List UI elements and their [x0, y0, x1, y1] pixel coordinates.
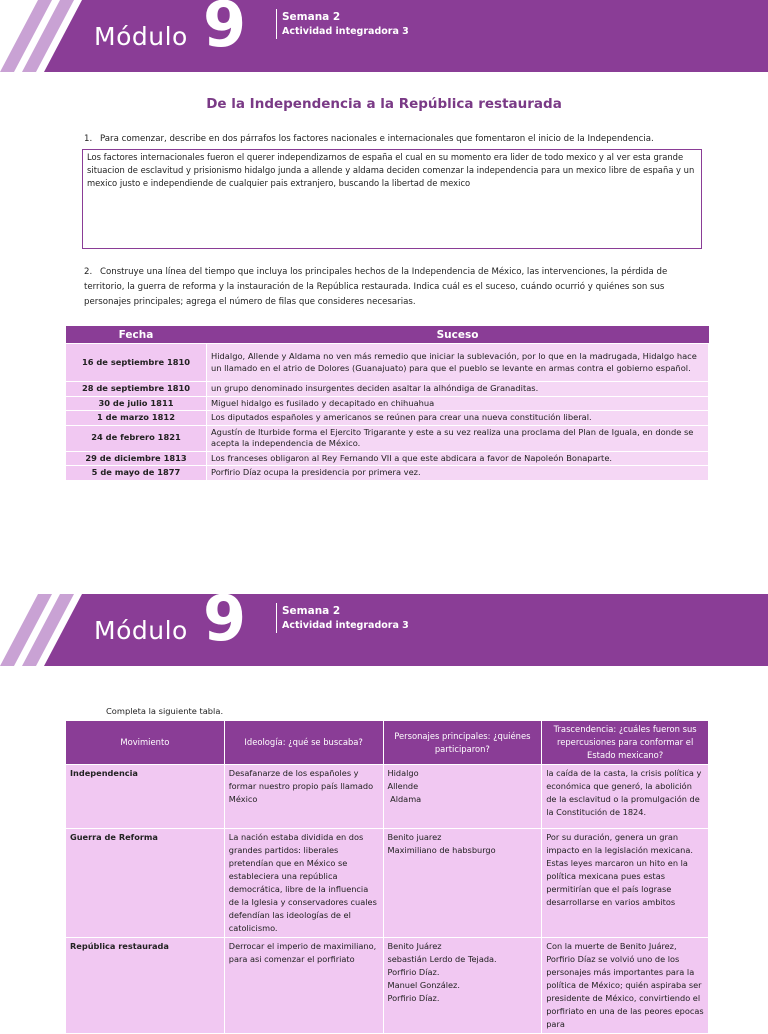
movements-header-row	[66, 721, 709, 765]
movement-ideology: Derrocar el imperio de maximiliano, para asi comenzar el porfiriato	[224, 938, 383, 1034]
movement-impact: Con la muerte de Benito Juárez, Porfirio Díaz se volvió uno de los personajes más importantes para la política de México; quién aspiraba ser presidente de México, convirtiendo el porfiriato en una de las peores epocas para	[542, 938, 709, 1034]
table-row	[66, 382, 709, 397]
table-row	[66, 425, 709, 451]
timeline-header-row	[66, 326, 709, 344]
movement-name: Guerra de Reforma	[66, 829, 225, 938]
table-row	[66, 451, 709, 466]
timeline-date: 5 de mayo de 1877	[66, 466, 207, 481]
table-row	[66, 411, 709, 426]
movement-ideology: Desafanarze de los españoles y formar nuestro propio país llamado México	[224, 765, 383, 829]
question-2-text: Construye una línea del tiempo que incluya los principales hechos de la Independencia de México, las intervenciones, la pérdida de territorio, la guerra de reforma y la instauración de la República restaurada. Indica cuál es el suceso, cuándo ocurrió y quiénes son sus personajes principales; agrega el número de filas que consideres necesarias.	[84, 267, 668, 307]
timeline-date: 24 de febrero 1821	[66, 425, 207, 451]
person-name: Porfirio Díaz.	[387, 967, 440, 977]
movement-people	[383, 765, 542, 829]
movement-impact: Por su duración, genera un gran impacto en la legislación mexicana. Estas leyes marcaron un hito en la política mexicana pues estas permitirían que el país lograse desarrollarse en varios ambitos	[542, 829, 709, 938]
timeline-date: 29 de diciembre 1813	[66, 451, 207, 466]
table-row	[66, 466, 709, 481]
header-movimiento: Movimiento	[66, 721, 225, 765]
timeline-header-suceso: Suceso	[207, 326, 709, 344]
header-personajes: Personajes principales: ¿quiénes participaron?	[383, 721, 542, 765]
timeline-event: Hidalgo, Allende y Aldama no ven más remedio que iniciar la sublevación, por lo que en la madrugada, Hidalgo hace un llamado en el atrio de Dolores (Guanajuato) para que el pueblo se levante en armas contra el gobierno español.	[207, 344, 709, 382]
timeline-date: 30 de julio 1811	[66, 396, 207, 411]
timeline-event: Los diputados españoles y americanos se reúnen para crear una nueva constitución liberal.	[207, 411, 709, 426]
person-name: Benito juarez	[387, 832, 442, 842]
movement-name: Independencia	[66, 765, 225, 829]
module-banner	[0, 0, 768, 72]
timeline-date: 28 de septiembre 1810	[66, 382, 207, 397]
timeline-header-fecha: Fecha	[66, 326, 207, 344]
timeline-date: 16 de septiembre 1810	[66, 344, 207, 382]
table-instruction: Completa la siguiente tabla.	[106, 706, 224, 716]
movement-ideology: La nación estaba dividida en dos grandes partidos: liberales pretendían que en México se estableciera una república democrática, libre de la influencia de la Iglesia y conservadores cuales defendían las ideologías de el catolicismo.	[224, 829, 383, 938]
movement-name: República restaurada	[66, 938, 225, 1034]
person-name: Aldama	[387, 794, 422, 804]
banner-divider	[276, 9, 277, 39]
question-2	[84, 265, 694, 310]
week-label: Semana 2	[282, 11, 341, 23]
timeline-date: 1 de marzo 1812	[66, 411, 207, 426]
person-name: Maximiliano de habsburgo	[387, 845, 496, 855]
module-label: Módulo	[94, 22, 188, 51]
person-name: Porfirio Díaz.	[387, 993, 440, 1003]
movements-table	[65, 720, 709, 1034]
question-1-text: Para comenzar, describe en dos párrafos los factores nacionales e internacionales que fomentaron el inicio de la Independencia.	[100, 134, 654, 144]
person-name: Manuel González.	[387, 980, 460, 990]
question-2-number: 2.	[84, 267, 93, 277]
timeline-event: un grupo denominado insurgentes deciden asaltar la alhóndiga de Granaditas.	[207, 382, 709, 397]
movement-people	[383, 938, 542, 1034]
module-label: Módulo	[94, 616, 188, 645]
module-number: 9	[203, 0, 247, 61]
timeline-event: Miguel hidalgo es fusilado y decapitado en chihuahua	[207, 396, 709, 411]
movement-impact: la caída de la casta, la crisis política y económica que generó, la abolición de la esclavitud o la promulgación de la Constitución de 1824.	[542, 765, 709, 829]
person-name: Hidalgo	[387, 768, 419, 778]
table-row	[66, 344, 709, 382]
timeline-event: Agustín de Iturbide forma el Ejercito Trigarante y este a su vez realiza una proclama del Plan de Iguala, en donde se acepta la independencia de México.	[207, 425, 709, 451]
table-row	[66, 765, 709, 829]
answer-1-text: Los factores internacionales fueron el querer independizarnos de españa el cual en su momento era lider de todo mexico y al ver esta grande situacion de esclavitud y prisionismo hidalgo junda a allende y aldama deciden comenzar la independencia para un mexico libre de españa y un mexico justo e independiende de cualquier pais extranjero, buscando la libertad de mexico	[87, 152, 695, 188]
answer-1-box[interactable]	[82, 149, 702, 249]
timeline-event: Porfirio Díaz ocupa la presidencia por primera vez.	[207, 466, 709, 481]
header-trascendencia: Trascendencia: ¿cuáles fueron sus repercusiones para conformar el Estado mexicano?	[542, 721, 709, 765]
header-ideologia: Ideología: ¿qué se buscaba?	[224, 721, 383, 765]
module-banner-page-2	[0, 594, 768, 666]
table-row	[66, 396, 709, 411]
activity-label: Actividad integradora 3	[282, 26, 409, 37]
timeline-table	[65, 326, 709, 481]
page-title: De la Independencia a la República restaurada	[206, 96, 562, 112]
table-row	[66, 938, 709, 1034]
module-number: 9	[203, 594, 247, 655]
person-name: sebastián Lerdo de Tejada.	[387, 954, 497, 964]
week-label: Semana 2	[282, 605, 341, 617]
banner-divider	[276, 603, 277, 633]
person-name: Benito Juárez	[387, 941, 442, 951]
question-1	[84, 132, 714, 147]
activity-label: Actividad integradora 3	[282, 620, 409, 631]
person-name: Allende	[387, 781, 419, 791]
table-row	[66, 829, 709, 938]
timeline-event: Los franceses obligaron al Rey Fernando VII a que este abdicara a favor de Napoleón Bonaparte.	[207, 451, 709, 466]
question-1-number: 1.	[84, 134, 93, 144]
movement-people	[383, 829, 542, 938]
